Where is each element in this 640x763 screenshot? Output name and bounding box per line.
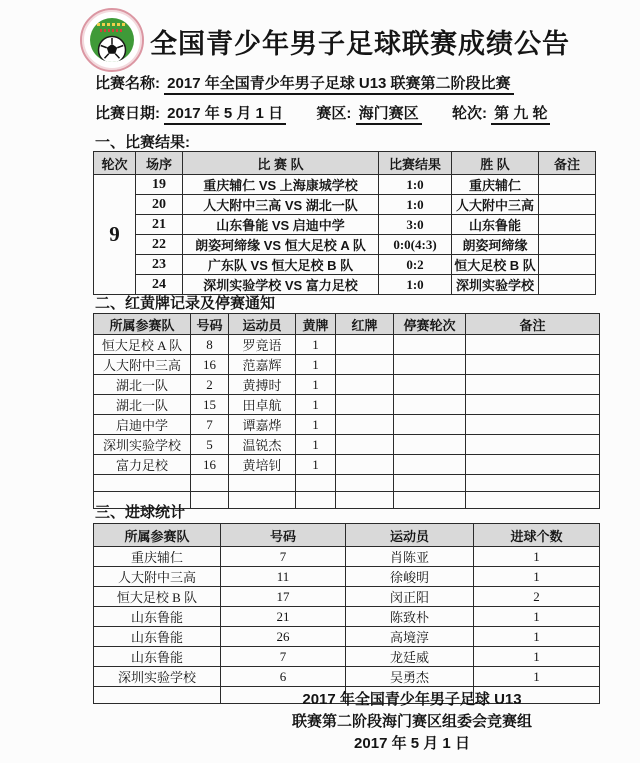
results-table-body: [94, 175, 596, 295]
table-row: [94, 175, 596, 195]
yellow-card-cell: 1: [296, 335, 336, 355]
venue-label: 赛区:: [316, 105, 352, 122]
soccer-ball-icon: [97, 35, 127, 62]
venue-value: 海门赛区: [356, 105, 422, 125]
column-header: 进球个数: [474, 524, 600, 547]
column-header: 备注: [466, 314, 600, 335]
match-winner-cell: 重庆辅仁: [452, 175, 539, 195]
goals-table-body: [94, 547, 600, 704]
goal-count-cell: 1: [474, 547, 600, 567]
player-cell: 黄培钊: [229, 455, 296, 475]
shirt-number-cell: 11: [221, 567, 346, 587]
column-header: 备注: [539, 152, 596, 175]
match-winner-cell: 恒大足校 B 队: [452, 255, 539, 275]
match-result-cell: 1:0: [379, 175, 452, 195]
suspension-cell: [394, 335, 466, 355]
column-header: 号码: [191, 314, 229, 335]
match-number-cell: 21: [136, 215, 183, 235]
red-card-cell: [336, 415, 394, 435]
suspension-cell: [394, 415, 466, 435]
column-header: 胜 队: [452, 152, 539, 175]
player-cell: 高境淳: [346, 627, 474, 647]
goal-count-cell: 1: [474, 667, 600, 687]
table-row: [94, 415, 600, 435]
match-note-cell: [539, 195, 596, 215]
table-row: [94, 607, 600, 627]
shirt-number-cell: 7: [221, 547, 346, 567]
player-cell: [229, 492, 296, 509]
shirt-number-cell: 8: [191, 335, 229, 355]
shirt-number-cell: 17: [221, 587, 346, 607]
results-heading: 一、比赛结果:: [95, 134, 190, 151]
goal-count-cell: 2: [474, 587, 600, 607]
column-header: 运动员: [346, 524, 474, 547]
team-cell: 山东鲁能: [94, 647, 221, 667]
red-card-cell: [336, 395, 394, 415]
footer-line-1: 2017 年全国青少年男子足球 U13: [302, 691, 522, 708]
note-cell: [466, 395, 600, 415]
team-cell: 人大附中三高: [94, 567, 221, 587]
red-card-cell: [336, 455, 394, 475]
yellow-card-cell: [296, 475, 336, 492]
table-row: [94, 435, 600, 455]
yellow-card-cell: 1: [296, 375, 336, 395]
logo-arc-text-decor: [97, 23, 127, 26]
table-row: [94, 667, 600, 687]
table-row: [94, 455, 600, 475]
header-row: [94, 314, 600, 335]
cards-table-head: [94, 314, 600, 335]
team-cell: 恒大足校 B 队: [94, 587, 221, 607]
player-cell: 范嘉辉: [229, 355, 296, 375]
suspension-cell: [394, 375, 466, 395]
match-number-cell: 22: [136, 235, 183, 255]
player-cell: 罗竟语: [229, 335, 296, 355]
team-cell: 人大附中三高: [94, 355, 191, 375]
match-number-cell: 19: [136, 175, 183, 195]
team-cell: 深圳实验学校: [94, 435, 191, 455]
match-result-cell: 3:0: [379, 215, 452, 235]
team-cell: 恒大足校 A 队: [94, 335, 191, 355]
match-name-value: 2017 年全国青少年男子足球 U13 联赛第二阶段比赛: [164, 75, 513, 95]
column-header: 比 赛 队: [183, 152, 379, 175]
goal-count-cell: 1: [474, 607, 600, 627]
shirt-number-cell: 5: [191, 435, 229, 455]
match-date-label: 比赛日期:: [95, 105, 160, 122]
match-winner-cell: 深圳实验学校: [452, 275, 539, 295]
table-row: [94, 647, 600, 667]
note-cell: [466, 492, 600, 509]
match-name-label: 比赛名称:: [95, 75, 160, 92]
team-cell: 重庆辅仁: [94, 547, 221, 567]
match-winner-cell: 朗姿珂缔缘: [452, 235, 539, 255]
column-header: 运动员: [229, 314, 296, 335]
player-cell: 谭嘉烨: [229, 415, 296, 435]
table-row: [94, 215, 596, 235]
team-cell: 湖北一队: [94, 375, 191, 395]
match-note-cell: [539, 175, 596, 195]
player-cell: 吴勇杰: [346, 667, 474, 687]
goal-count-cell: 1: [474, 647, 600, 667]
table-row: [94, 195, 596, 215]
red-card-cell: [336, 355, 394, 375]
suspension-cell: [394, 455, 466, 475]
table-row: [94, 375, 600, 395]
match-note-cell: [539, 235, 596, 255]
table-row: [94, 567, 600, 587]
match-winner-cell: 人大附中三高: [452, 195, 539, 215]
suspension-cell: [394, 475, 466, 492]
player-cell: 龙廷威: [346, 647, 474, 667]
yellow-card-cell: 1: [296, 415, 336, 435]
match-note-cell: [539, 275, 596, 295]
suspension-cell: [394, 435, 466, 455]
note-cell: [466, 375, 600, 395]
player-cell: 陈致朴: [346, 607, 474, 627]
player-cell: 黄搏时: [229, 375, 296, 395]
shirt-number-cell: 26: [221, 627, 346, 647]
table-row: [94, 587, 600, 607]
match-number-cell: 20: [136, 195, 183, 215]
red-card-cell: [336, 435, 394, 455]
team-cell: 深圳实验学校: [94, 667, 221, 687]
team-cell: 启迪中学: [94, 415, 191, 435]
league-logo-inner: [90, 18, 134, 62]
team-cell: 湖北一队: [94, 395, 191, 415]
page-title: 全国青少年男子足球联赛成绩公告: [150, 29, 570, 59]
goal-count-cell: 1: [474, 627, 600, 647]
shirt-number-cell: [191, 492, 229, 509]
red-card-cell: [336, 335, 394, 355]
shirt-number-cell: 15: [191, 395, 229, 415]
yellow-card-cell: 1: [296, 455, 336, 475]
player-cell: 闵正阳: [346, 587, 474, 607]
match-teams-cell: 朗姿珂缔缘 VS 恒大足校 A 队: [183, 235, 379, 255]
yellow-card-cell: [296, 492, 336, 509]
footer-signature: [186, 689, 638, 755]
round-value: 第 九 轮: [491, 105, 550, 125]
column-header: 所属参赛队: [94, 524, 221, 547]
cards-table-body: [94, 335, 600, 509]
note-cell: [466, 415, 600, 435]
table-row: [94, 395, 600, 415]
note-cell: [466, 355, 600, 375]
match-number-cell: 24: [136, 275, 183, 295]
match-number-cell: 23: [136, 255, 183, 275]
yellow-card-cell: 1: [296, 435, 336, 455]
yellow-card-cell: 1: [296, 395, 336, 415]
league-logo: [80, 8, 144, 72]
team-cell: [94, 475, 191, 492]
footer-line-2: 联赛第二阶段海门赛区组委会竞赛组: [291, 713, 532, 730]
match-teams-cell: 深圳实验学校 VS 富力足校: [183, 275, 379, 295]
column-header: 场序: [136, 152, 183, 175]
team-cell: 富力足校: [94, 455, 191, 475]
cards-heading: 二、红黄牌记录及停赛通知: [95, 295, 276, 312]
logo-arc-text-decor: [100, 29, 124, 32]
goals-heading: 三、进球统计: [95, 504, 186, 521]
goals-table: [93, 523, 600, 704]
shirt-number-cell: [191, 475, 229, 492]
match-note-cell: [539, 215, 596, 235]
column-header: 轮次: [94, 152, 136, 175]
match-winner-cell: 山东鲁能: [452, 215, 539, 235]
team-cell: 山东鲁能: [94, 607, 221, 627]
table-row: [94, 475, 600, 492]
player-cell: [229, 475, 296, 492]
results-table: [93, 151, 596, 295]
suspension-cell: [394, 355, 466, 375]
yellow-card-cell: 1: [296, 355, 336, 375]
match-teams-cell: 重庆辅仁 VS 上海康城学校: [183, 175, 379, 195]
footer-line-3: 2017 年 5 月 1 日: [354, 735, 470, 752]
match-result-cell: 1:0: [379, 275, 452, 295]
table-row: [94, 335, 600, 355]
shirt-number-cell: 21: [221, 607, 346, 627]
note-cell: [466, 435, 600, 455]
match-teams-cell: 山东鲁能 VS 启迪中学: [183, 215, 379, 235]
note-cell: [466, 475, 600, 492]
red-card-cell: [336, 492, 394, 509]
column-header: 停赛轮次: [394, 314, 466, 335]
shirt-number-cell: 7: [221, 647, 346, 667]
column-header: 比赛结果: [379, 152, 452, 175]
shirt-number-cell: 6: [221, 667, 346, 687]
table-row: [94, 355, 600, 375]
suspension-cell: [394, 492, 466, 509]
player-cell: 温锐杰: [229, 435, 296, 455]
table-row: [94, 547, 600, 567]
match-teams-cell: 人大附中三高 VS 湖北一队: [183, 195, 379, 215]
round-number-cell: 9: [94, 175, 136, 295]
player-cell: 田卓航: [229, 395, 296, 415]
suspension-cell: [394, 395, 466, 415]
shirt-number-cell: 2: [191, 375, 229, 395]
table-row: [94, 627, 600, 647]
cards-table: [93, 313, 600, 509]
goals-table-head: [94, 524, 600, 547]
column-header: 所属参赛队: [94, 314, 191, 335]
red-card-cell: [336, 475, 394, 492]
team-cell: 山东鲁能: [94, 627, 221, 647]
column-header: 红牌: [336, 314, 394, 335]
table-row: [94, 235, 596, 255]
round-label: 轮次:: [451, 105, 487, 122]
note-cell: [466, 455, 600, 475]
header-row: [94, 524, 600, 547]
match-name-line: [95, 72, 514, 93]
shirt-number-cell: 7: [191, 415, 229, 435]
match-result-cell: 0:2: [379, 255, 452, 275]
match-date-value: 2017 年 5 月 1 日: [164, 105, 286, 125]
red-card-cell: [336, 375, 394, 395]
shirt-number-cell: 16: [191, 455, 229, 475]
results-table-head: [94, 152, 596, 175]
match-result-cell: 1:0: [379, 195, 452, 215]
column-header: 号码: [221, 524, 346, 547]
column-header: 黄牌: [296, 314, 336, 335]
table-row: [94, 255, 596, 275]
note-cell: [466, 335, 600, 355]
match-date-line: [95, 102, 550, 123]
player-cell: 徐峻明: [346, 567, 474, 587]
match-result-cell: 0:0(4:3): [379, 235, 452, 255]
shirt-number-cell: 16: [191, 355, 229, 375]
match-note-cell: [539, 255, 596, 275]
match-teams-cell: 广东队 VS 恒大足校 B 队: [183, 255, 379, 275]
header-row: [94, 152, 596, 175]
goal-count-cell: 1: [474, 567, 600, 587]
player-cell: 肖陈亚: [346, 547, 474, 567]
